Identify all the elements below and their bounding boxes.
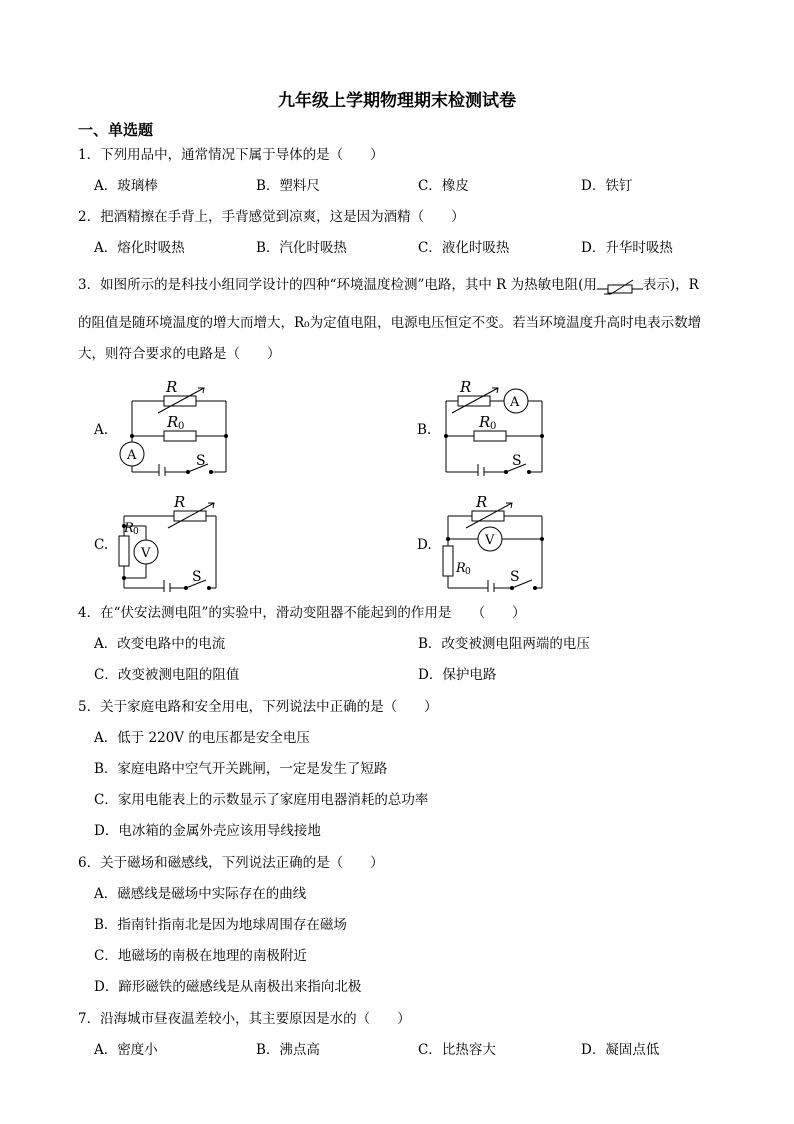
circuit-c-r0-label: R — [124, 521, 134, 536]
q6-option-a: A．磁感线是磁场中实际存在的曲线 — [94, 886, 307, 902]
circuit-a-r-label: R — [166, 378, 178, 396]
q6-option-d: D．蹄形磁铁的磁感线是从南极出来指向北极 — [94, 979, 362, 995]
section-heading: 一、单选题 — [78, 121, 154, 139]
question-3-line-2: 的阻值是随环境温度的增大而增大，R₀为定值电阻，电源电压恒定不变。若当环境温度升高时电表示数增 — [78, 315, 702, 331]
q7-option-b: B．沸点高 — [256, 1042, 320, 1058]
q2-option-c: C．液化时吸热 — [418, 240, 510, 256]
question-3-line-3: 大，则符合要求的电路是（ ） — [78, 346, 281, 362]
q2-option-b: B．汽化时吸热 — [256, 240, 347, 256]
q4-option-b: B．改变被测电阻两端的电压 — [418, 636, 590, 652]
circuit-b-label: B. — [417, 422, 432, 438]
q1-option-b: B．塑料尺 — [256, 178, 320, 194]
question-3-line-1 — [78, 275, 748, 295]
question-4-stem: 4．在“伏安法测电阻”的实验中，滑动变阻器不能起到的作用是 （ ） — [78, 605, 526, 621]
circuit-a-label: A. — [94, 422, 109, 438]
circuit-a-ammeter-label: A — [127, 448, 137, 463]
circuit-d-r0-subscript: 0 — [465, 567, 471, 577]
circuit-a-diagram — [112, 376, 238, 476]
q3-stem-a: 3．如图所示的是科技小组同学设计的四种“环境温度检测”电路，其中 R 为热敏电阻(用 — [78, 277, 597, 293]
q6-option-b: B．指南针指南北是因为地球周围存在磁场 — [94, 917, 347, 933]
q7-option-a: A．密度小 — [94, 1042, 158, 1058]
circuit-d-switch-label: S — [510, 569, 520, 585]
q1-option-d: D．铁钉 — [581, 178, 633, 194]
question-5-stem: 5．关于家庭电路和安全用电，下列说法中正确的是（ ） — [78, 699, 438, 715]
q2-option-a: A．熔化时吸热 — [94, 240, 185, 256]
circuit-a-r0-subscript: 0 — [178, 421, 185, 432]
circuit-d-r-label: R — [476, 493, 488, 511]
circuit-b-r-label: R — [460, 378, 472, 396]
q2-option-d: D．升华时吸热 — [581, 240, 673, 256]
circuit-c-r0-subscript: 0 — [133, 527, 139, 537]
circuit-c-label: C. — [94, 537, 109, 553]
q5-option-a: A．低于 220V 的电压都是安全电压 — [94, 730, 310, 746]
question-6-stem: 6．关于磁场和磁感线，下列说法正确的是（ ） — [78, 855, 384, 871]
circuit-d-label: D. — [417, 537, 432, 553]
thermistor-symbol-icon — [597, 277, 643, 295]
circuit-c-switch-label: S — [192, 569, 202, 585]
question-1-stem: 1．下列用品中，通常情况下属于导体的是（ ） — [78, 147, 384, 163]
circuit-b-r0-subscript: 0 — [490, 421, 497, 432]
q5-option-c: C．家用电能表上的示数显示了家庭用电器消耗的总功率 — [94, 792, 429, 808]
circuit-b-diagram — [434, 376, 554, 476]
circuit-b-switch-label: S — [512, 453, 522, 469]
question-7-stem: 7．沿海城市昼夜温差较小，其主要原因是水的（ ） — [78, 1011, 411, 1027]
q3-stem-b: 表示)，R — [642, 277, 699, 293]
q5-option-d: D．电冰箱的金属外壳应该用导线接地 — [94, 823, 321, 839]
circuit-c-diagram — [112, 492, 222, 592]
q4-option-a: A．改变电路中的电流 — [94, 636, 226, 652]
question-2-stem: 2．把酒精擦在手背上，手背感觉到凉爽，这是因为酒精（ ） — [78, 209, 465, 225]
circuit-d-voltmeter-label: V — [485, 533, 495, 548]
q1-option-c: C．橡皮 — [418, 178, 469, 194]
circuit-d-r0-label: R — [456, 561, 466, 576]
circuit-c-r-label: R — [174, 493, 186, 511]
q5-option-b: B．家庭电路中空气开关跳闸，一定是发生了短路 — [94, 761, 388, 777]
circuit-a-r0-label: R — [167, 413, 179, 431]
circuit-b-ammeter-label: A — [510, 395, 520, 410]
circuit-c-voltmeter-label: V — [141, 546, 151, 561]
q1-option-a: A．玻璃棒 — [94, 178, 158, 194]
page-title: 九年级上学期物理期末检测试卷 — [278, 91, 516, 111]
circuit-b-r0-label: R — [479, 413, 491, 431]
q4-option-c: C．改变被测电阻的阻值 — [94, 667, 240, 683]
circuit-d-diagram — [436, 492, 552, 592]
q6-option-c: C．地磁场的南极在地理的南极附近 — [94, 948, 307, 964]
q7-option-d: D．凝固点低 — [581, 1042, 660, 1058]
q4-option-d: D．保护电路 — [418, 667, 497, 683]
q7-option-c: C．比热容大 — [418, 1042, 496, 1058]
circuit-a-switch-label: S — [196, 453, 206, 469]
